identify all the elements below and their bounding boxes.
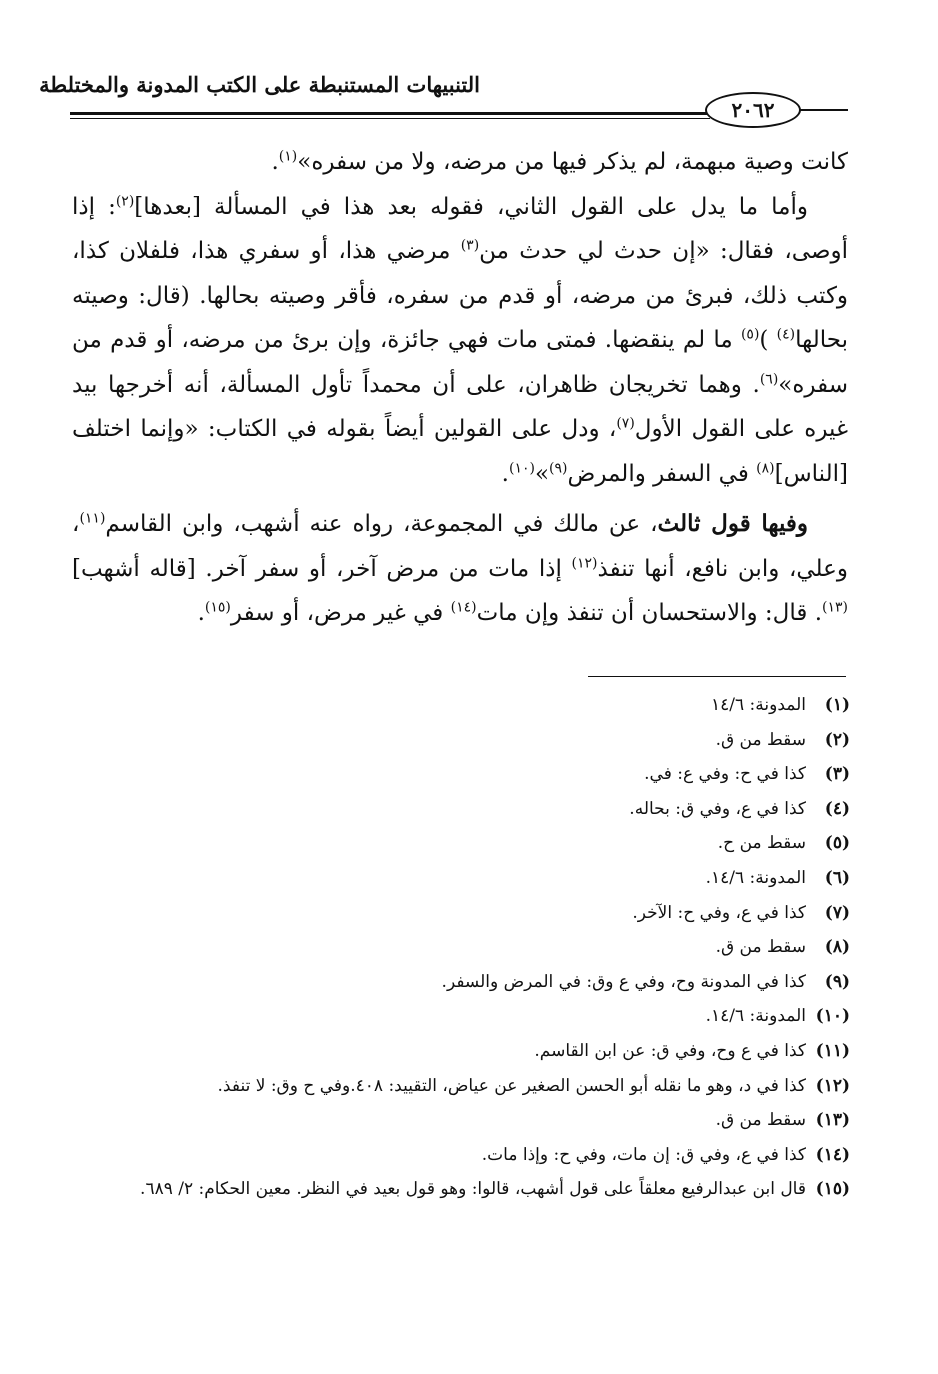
footnote-item: (٢) سقط من ق. [715,729,850,750]
footnote-item: (١٣) سقط من ق. [715,1110,850,1131]
footnote-ref: (٤) [776,326,796,343]
footnote-item: (٤) كذا في ع، وفي ق: بحاله. [629,798,850,819]
footnote-item: (٨) سقط من ق. [715,937,850,958]
footnote-ref: (١٢) [571,554,598,571]
header-rule-thin [70,118,710,119]
footnote-item: (٦) المدونة: ١٤/٦. [705,867,850,888]
header-rule-thick [70,112,710,115]
main-text [72,140,848,636]
footnote-ref: (٦) [759,370,779,387]
running-title: التنبيهات المستنبطة على الكتب المدونة والمختلطة [39,72,480,97]
footnote-item: (١) المدونة: ١٤/٦ [711,695,850,715]
page-number: ٢٠٦٢ [705,92,801,128]
paragraph-1: كانت وصية مبهمة، لم يذكر فيها من مرضه، ولا من سفره»$^{(١)}$. [271,148,848,175]
footnotes-list [80,688,850,1207]
footnote-ref: (٧) [616,415,635,432]
footnote-ref: (١٣) [822,599,848,616]
footnote-ref: (١٥) [204,599,231,616]
footnote-item: (٩) كذا في المدونة وح، وفي ع وق: في المرض والسفر. [441,971,850,992]
paragraph-2: وأما ما يدل على القول الثاني، فقوله بعد هذا في المسألة [بعدها]$^{(٢)}$: إذا أوصى، فقال: «إن حدث لي حدث من$^{(٣)}$ مرضي هذا، أو سفري هذا، فلفلان كذا، وكتب ذلك، فبرئ من مرضه، أو قدم من سفره، فأقر وصيته بحالها. (قال: وصيته بحالها$^{(٤)}$ )$^{(٥)}$ ما لم ينقضها. فمتى مات فهي جائزة، وإن برئ من مرضه، أو قدم من سفره»$^{(٦)}$. وهما تخريجان ظاهران، على أن محمداً تأول المسألة، أنه أخرجها بيد غيره على القول الأول$^{(٧)}$، ودل على القولين أيضاً بقوله في الكتاب: «وإنما اختلف [الناس]$^{(٨)}$ في السفر والمرض$^{(٩)}$»$^{(١٠)}$. [72,192,848,487]
footnote-item: (٧) كذا في ع، وفي ح: الآخر. [632,902,850,923]
footnote-item: (٣) كذا في ح: وفي ع: في. [644,764,850,785]
footnote-ref: (٥) [740,326,760,343]
footnote-ref: (١) [278,148,298,165]
footnote-item: (١٠) المدونة: ١٤/٦. [705,1006,850,1027]
footnote-ref: (٢) [115,192,135,209]
section-lead: وفيها قول ثالث [657,510,808,537]
footnote-item: (٥) سقط من ح. [717,833,850,854]
footnote-ref: (١٠) [508,459,535,476]
footnote-separator [588,676,846,677]
footnote-item: (١٢) كذا في د، وهو ما نقله أبو الحسن الصغير عن عياض، التقييد: ٤٠٨.وفي ح وق: لا تنفذ. [217,1075,850,1096]
footnote-item: (١٤) كذا في ع، وفي ق: إن مات، وفي ح: وإذا مات. [481,1144,850,1165]
footnote-ref: (١٤) [450,599,477,616]
paragraph-3: وفيها قول ثالث، عن مالك في المجموعة، رواه عنه أشهب، وابن القاسم$^{(١١)}$، وعلي، وابن نافع، أنها تنفذ$^{(١٢)}$ إذا مات من مرض آخر، أو سفر آخر. [قاله أشهب]$^{(١٣)}$. قال: والاستحسان أن تنفذ وإن مات$^{(١٤)}$ في غير مرض، أو سفر$^{(١٥)}$. [72,510,848,626]
footnote-ref: (٨) [756,459,775,476]
footnote-ref: (١١) [79,510,106,527]
footnote-item: (١٥) قال ابن عبدالرفيع معلقاً على قول أشهب، قالوا: وهو قول بعيد في النظر. معين الحكام: ٢/ ٦٨٩. [140,1179,850,1200]
footnote-item: (١١) كذا في ع وح، وفي ق: عن ابن القاسم. [534,1040,850,1061]
footnote-ref: (٣) [460,237,480,254]
footnote-ref: (٩) [549,459,568,476]
